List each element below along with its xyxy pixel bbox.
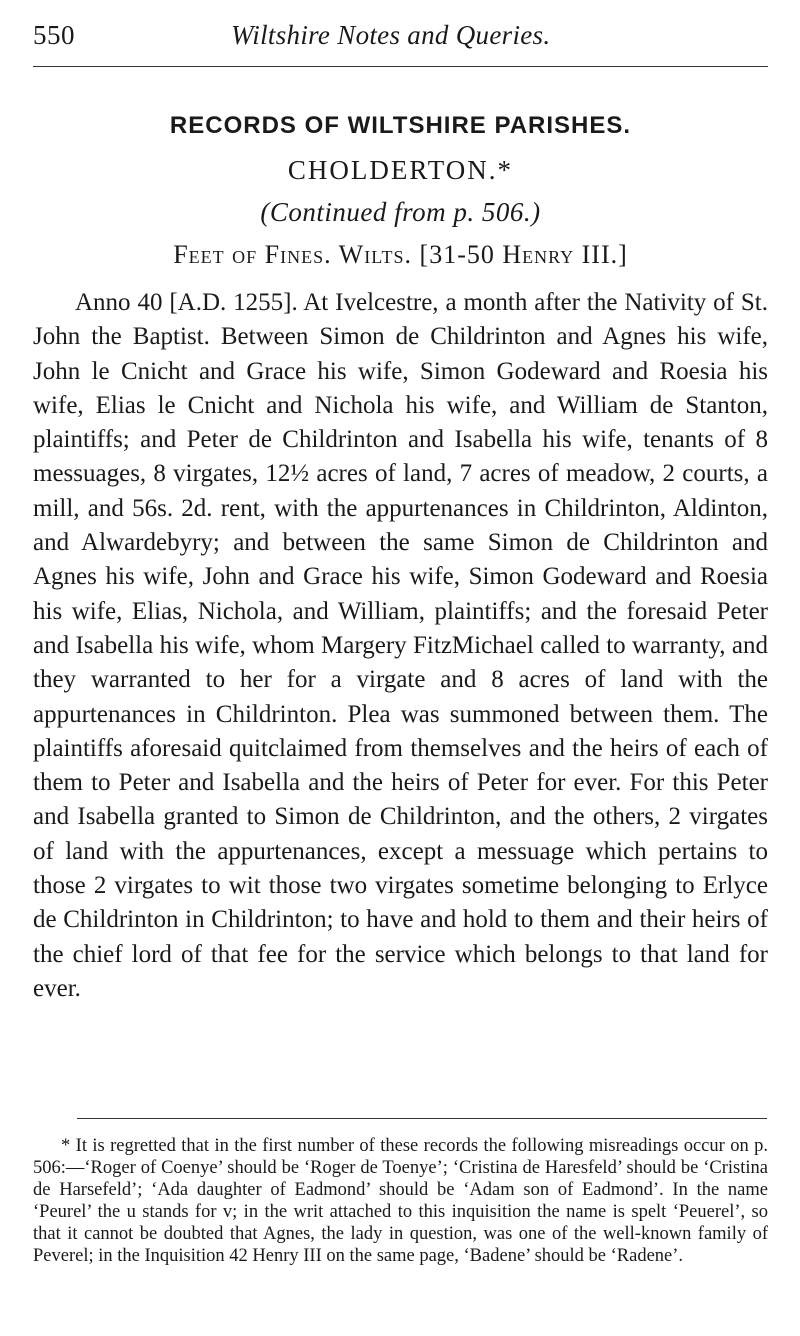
running-header — [33, 14, 768, 54]
footnote-text: * It is regretted that in the first number of these records the following misreadings occur on p. 506:—‘Roger of Coenye’ should be ‘Roger de Toenye’; ‘Cristina de Haresfeld’ should be ‘Cristina de Harsefeld’; ‘Ada daughter of Eadmond’ should be ‘Adam son of Eadmond’. In the name ‘Peurel’ the u stands for v; in the writ attached to this inquisition the name is spelt ‘Peuerel’, so that it cannot be doubted that Agnes, the lady in question, was one of the well-known family of Peverel; in the Inquisition 42 Henry III on the same page, ‘Badene’ should be ‘Radene’. — [33, 1136, 768, 1266]
continued-text: (Continued from p. 506.) — [260, 197, 541, 227]
source-heading — [33, 240, 768, 270]
footnote — [33, 1135, 768, 1267]
footnote-rule — [77, 1118, 767, 1119]
running-title: Wiltshire Notes and Queries. — [231, 20, 551, 50]
header-rule — [33, 66, 768, 67]
article-subtitle: CHOLDERTON.* — [287, 155, 514, 185]
body-paragraph — [33, 286, 768, 1006]
page-number: 550 — [33, 20, 75, 50]
body-text: Anno 40 [A.D. 1255]. At Ivelcestre, a month after the Nativity of St. John the Baptist. Between Simon de Childrinton and Agnes his wife, John le Cnicht and Grace his wife, Simon Godeward and Roesia his wife, Elias le Cnicht and Nichola his wife, and William de Stanton, plaintiffs; and Peter de Childrinton and Isabella his wife, tenants of 8 messuages, 8 virgates, 12½ acres of land, 7 acres of meadow, 2 courts, a mill, and 56s. 2d. rent, with the appurtenances in Childrinton, Aldinton, and Alwardebyry; and between the same Simon de Childrinton and Agnes his wife, John and Grace his wife, Simon Godeward and Roesia his wife, Elias, Nichola, and William, plaintiffs; and the foresaid Peter and Isabella his wife, whom Margery FitzMichael called to warranty, and they warranted to her for a virgate and 8 acres of land with the appurtenances in Childrinton. Plea was summoned between them. The plaintiffs aforesaid quitclaimed from themselves and the heirs of each of them to Peter and Isabella and the heirs of Peter for ever. For this Peter and Isabella granted to Simon de Childrinton, and the others, 2 virgates of land with the appurtenances, except a messuage which pertains to those 2 virgates to wit those two virgates sometime belonging to Erlyce de Childrinton in Childrinton; to have and hold to them and their heirs of the chief lord of that fee for the service which belongs to that land for ever. — [33, 289, 768, 1002]
source-text: Feet of Fines. Wilts. [31-50 Henry III.] — [173, 240, 628, 269]
article-title: RECORDS OF WILTSHIRE PARISHES. — [169, 112, 632, 139]
continued-note — [33, 197, 768, 228]
